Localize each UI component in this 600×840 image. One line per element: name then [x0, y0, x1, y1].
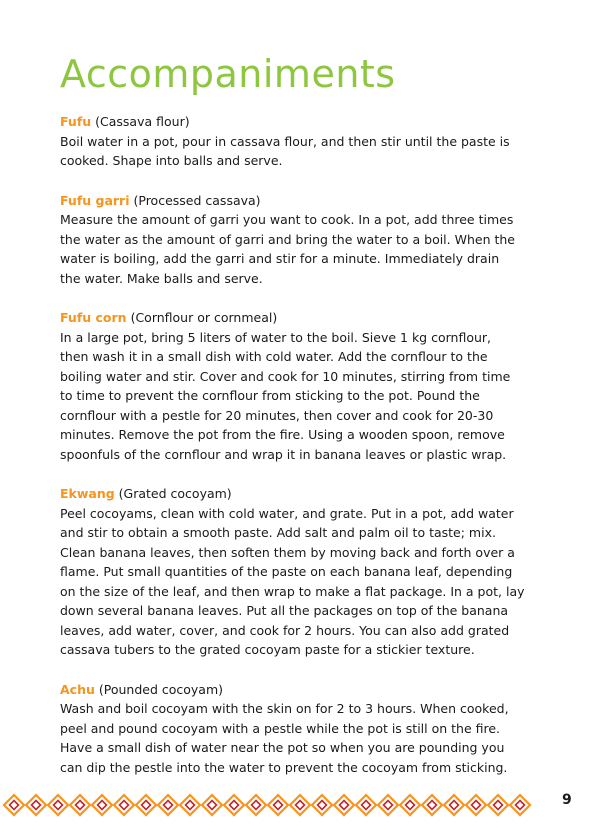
- recipe-text-line: the water. Make balls and serve.: [60, 270, 263, 286]
- border-diamond-inner: [384, 801, 393, 810]
- border-diamond-outer: [356, 795, 376, 815]
- recipe-section-achu: [60, 680, 550, 778]
- border-diamond-outer: [312, 795, 332, 815]
- border-diamond-outer: [268, 795, 288, 815]
- border-diamond-inner: [76, 801, 85, 810]
- recipe-text-line: water is boiling, add the garri and stir for a minute. Immediately drain: [60, 251, 500, 266]
- recipe-heading: [60, 308, 550, 328]
- recipe-text-line: Have a small dish of water near the pot so when you are pounding you: [60, 740, 505, 755]
- page-number: 9: [562, 792, 572, 808]
- recipe-subtitle: (Cassava flour): [95, 114, 190, 129]
- recipe-text-line: to time to prevent the cornflour from sticking to the pot. Pound the: [60, 388, 480, 403]
- recipe-text-line: boiling water and stir. Cover and cook for 10 minutes, stirring from time: [60, 368, 511, 384]
- border-diamond-outer: [488, 795, 508, 815]
- border-diamond-outer: [290, 795, 310, 815]
- border-diamond-outer: [92, 795, 112, 815]
- border-diamond-outer: [422, 795, 442, 815]
- recipe-text-line: can dip the pestle into the water to prevent the cocoyam from sticking.: [60, 759, 508, 775]
- recipe-text-line: down several banana leaves. Put all the packages on top of the banana: [60, 603, 509, 618]
- border-diamond-outer: [70, 795, 90, 815]
- recipe-subtitle: (Grated cocoyam): [118, 486, 232, 501]
- border-diamond-inner: [54, 801, 63, 810]
- recipe-text-line: peel and pound cocoyam with a pestle while the pot is still on the fire.: [60, 720, 501, 736]
- recipe-text-line: spoonfuls of the cornflour and wrap it in banana leaves or plastic wrap.: [60, 446, 507, 462]
- recipe-name: Achu: [60, 681, 95, 697]
- recipe-text-line: In a large pot, bring 5 liters of water to the boil. Sieve 1 kg cornflour,: [60, 329, 492, 345]
- recipe-heading: [60, 191, 550, 211]
- page-title: Accompaniments: [60, 52, 396, 96]
- recipe-section-fufu-corn: [60, 308, 550, 464]
- border-diamond-inner: [450, 801, 459, 810]
- diamond-pattern-border: [0, 791, 600, 819]
- recipe-text-line: leaves, add water, cover, and cook for 2 hours. You can also add grated: [60, 622, 510, 638]
- border-diamond-outer: [158, 795, 178, 815]
- border-diamond-inner: [296, 801, 305, 810]
- border-diamond-inner: [208, 801, 217, 810]
- border-diamond-inner: [362, 801, 371, 810]
- border-diamond-inner: [252, 801, 261, 810]
- recipe-text-line: Boil water in a pot, pour in cassava flour, and then stir until the paste is: [60, 133, 510, 149]
- border-diamond-inner: [340, 801, 349, 810]
- recipe-name: Fufu corn: [60, 310, 127, 325]
- recipe-text-line: then wash it in a small dish with cold water. Add the cornflour to the: [60, 349, 488, 364]
- recipe-subtitle: (Cornflour or cornmeal): [130, 310, 278, 325]
- recipe-subtitle: (Processed cassava): [133, 192, 261, 208]
- border-diamond-inner: [516, 801, 525, 810]
- recipe-text-line: cooked. Shape into balls and serve.: [60, 153, 283, 168]
- border-diamond-inner: [142, 801, 151, 810]
- recipe-name: Fufu: [60, 114, 92, 129]
- recipe-name: Ekwang: [60, 486, 115, 501]
- border-diamond-inner: [98, 801, 107, 810]
- border-diamond-inner: [230, 801, 239, 810]
- border-diamond-outer: [246, 795, 266, 815]
- recipe-list: [60, 112, 550, 777]
- recipe-text-line: cassava tubers to the grated cocoyam paste for a stickier texture.: [60, 642, 475, 657]
- recipe-text-line: Measure the amount of garri you want to cook. In a pot, add three times: [60, 212, 514, 227]
- recipe-text-line: flame. Put small quantities of the paste on each banana leaf, depending: [60, 564, 513, 579]
- border-diamond-outer: [202, 795, 222, 815]
- border-diamond-inner: [472, 801, 481, 810]
- recipe-name: Fufu garri: [60, 192, 130, 208]
- recipe-text-line: Clean banana leaves, then soften them by moving back and forth over a: [60, 544, 515, 560]
- border-diamond-inner: [318, 801, 327, 810]
- border-diamond-inner: [406, 801, 415, 810]
- recipe-section-fufu: [60, 112, 550, 171]
- recipe-text-line: on the size of the leaf, and then wrap to make a flat package. In a pot, lay: [60, 583, 525, 599]
- border-diamond-inner: [494, 801, 503, 810]
- recipe-text-line: minutes. Remove the pot from the fire. Using a wooden spoon, remove: [60, 427, 505, 442]
- recipe-text-line: cornflour with a pestle for 20 minutes, then cover and cook for 20-30: [60, 407, 494, 423]
- border-diamond-outer: [4, 795, 24, 815]
- border-diamond-outer: [48, 795, 68, 815]
- border-diamond-outer: [224, 795, 244, 815]
- recipe-heading: [60, 680, 550, 700]
- recipe-heading: [60, 484, 550, 504]
- border-diamond-outer: [466, 795, 486, 815]
- recipe-heading: [60, 112, 550, 132]
- border-diamond-outer: [378, 795, 398, 815]
- border-diamond-inner: [10, 801, 19, 810]
- border-diamond-inner: [428, 801, 437, 810]
- border-diamond-outer: [334, 795, 354, 815]
- border-diamond-inner: [274, 801, 283, 810]
- recipe-subtitle: (Pounded cocoyam): [98, 681, 224, 697]
- border-diamond-outer: [136, 795, 156, 815]
- border-diamond-outer: [114, 795, 134, 815]
- border-diamond-inner: [186, 801, 195, 810]
- border-diamond-inner: [120, 801, 129, 810]
- recipe-section-ekwang: [60, 484, 550, 660]
- recipe-text-line: Peel cocoyams, clean with cold water, and grate. Put in a pot, add water: [60, 505, 514, 521]
- border-diamond-outer: [510, 795, 530, 815]
- recipe-text-line: Wash and boil cocoyam with the skin on for 2 to 3 hours. When cooked,: [60, 701, 509, 716]
- border-diamond-outer: [444, 795, 464, 815]
- border-diamond-outer: [26, 795, 46, 815]
- recipe-section-fufu-garri: [60, 191, 550, 289]
- border-diamond-inner: [164, 801, 173, 810]
- border-diamond-outer: [180, 795, 200, 815]
- recipe-text-line: the water as the amount of garri and bring the water to a boil. When the: [60, 231, 515, 247]
- recipe-text-line: and stir to obtain a smooth paste. Add salt and palm oil to taste; mix.: [60, 525, 496, 540]
- border-diamond-inner: [32, 801, 41, 810]
- border-diamond-outer: [400, 795, 420, 815]
